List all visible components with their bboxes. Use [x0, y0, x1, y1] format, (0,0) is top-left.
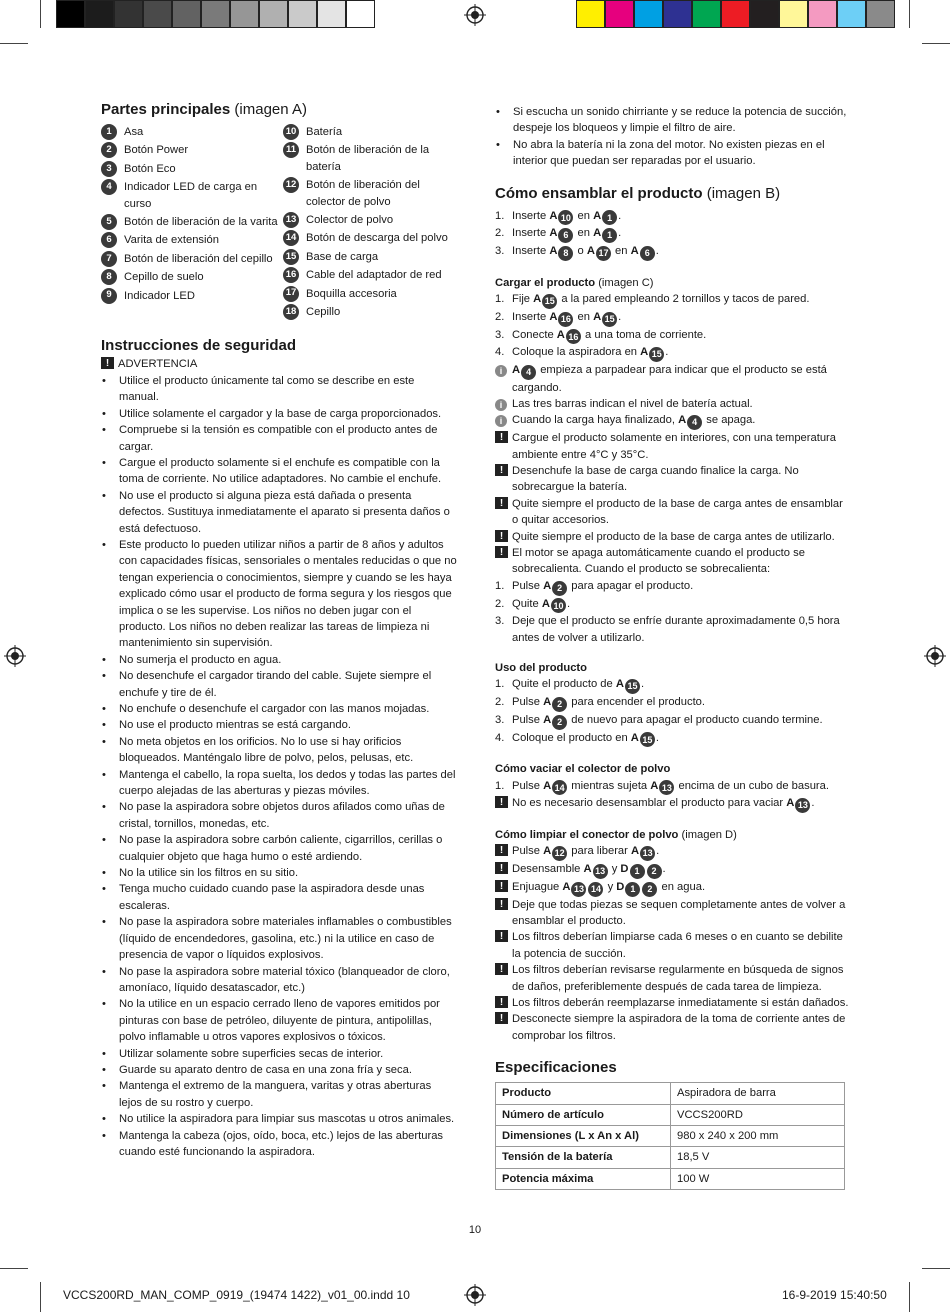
bullet-item: • No enchufe o desenchufe el cargador con las manos mojadas. — [101, 701, 457, 717]
part-item — [283, 304, 457, 320]
bullet-item: • Mantenga la cabeza (ojos, oído, boca, etc.) lejos de las aberturas cuando esté funcionando la aspiradora. — [101, 1128, 457, 1161]
part-ref-badge: 6 — [640, 246, 655, 261]
parts-column-2 — [283, 124, 457, 322]
warning-icon — [495, 963, 508, 975]
part-label: Botón de liberación de la varita — [124, 216, 278, 229]
instruction-line: 1. Pulse A 14 mientras sujeta A 13 encima de un cubo de basura. — [495, 778, 850, 796]
instruction-line: 1. Inserte A 10 en A 1 . — [495, 208, 850, 226]
bullet-item: • Utilice el producto únicamente tal como se describe en este manual. — [101, 373, 457, 406]
instruction-line — [495, 463, 850, 496]
instruction-text: Las tres barras indican el nivel de batería actual. — [512, 398, 753, 411]
part-item — [101, 232, 283, 248]
crop-mark — [922, 1268, 950, 1269]
instruction-text: Coloque la aspiradora en A 15 . — [512, 344, 668, 362]
process-color-bar — [576, 0, 895, 30]
instruction-line: 2. Quite A 10 . — [495, 596, 850, 614]
page-number: 10 — [468, 1224, 482, 1236]
part-number-badge: 14 — [283, 230, 299, 246]
instruction-line: 1. Fije A 15 a la pared empleando 2 tornillos y tacos de pared. — [495, 291, 850, 309]
instruction-line: 1. Pulse A 2 para apagar el producto. — [495, 578, 850, 596]
instruction-text: Coloque el producto en A 15 . — [512, 730, 659, 748]
color-swatch — [692, 0, 721, 28]
bullet-item: • No desenchufe el cargador tirando del cable. Sujete siempre el enchufe y tire de él. — [101, 668, 457, 701]
clean-heading: Cómo limpiar el conector de polvo (imagen D) — [495, 829, 737, 842]
part-ref-badge: 6 — [558, 228, 573, 243]
instruction-text: Quite A 10 . — [512, 596, 570, 614]
instruction-text: Inserte A 16 en A 15 . — [512, 309, 621, 327]
warning-icon — [495, 930, 508, 942]
part-number-badge: 9 — [101, 288, 117, 304]
spec-value: 980 x 240 x 200 mm — [671, 1126, 845, 1147]
part-ref-badge: 15 — [640, 732, 655, 747]
part-ref-badge: 13 — [659, 780, 674, 795]
bullet-item: • Compruebe si la tensión es compatible con el producto antes de cargar. — [101, 422, 457, 455]
color-swatch — [230, 0, 259, 28]
part-ref-badge: 17 — [596, 246, 611, 261]
part-number-badge: 5 — [101, 214, 117, 230]
instruction-text: Deje que el producto se enfríe durante aproximadamente 0,5 hora antes de volver a utilizarlo. — [512, 615, 840, 644]
part-ref-badge: 12 — [552, 846, 567, 861]
crop-mark — [40, 1282, 41, 1312]
instruction-line: 3. Deje que el producto se enfríe durante aproximadamente 0,5 hora antes de volver a utilizarlo. — [495, 613, 850, 646]
instruction-text: Inserte A 6 en A 1 . — [512, 225, 621, 243]
bullet-item: • Cargue el producto solamente si el enchufe es compatible con la toma de corriente. No utilice adaptadores. No cambie el enchufe. — [101, 455, 457, 488]
instruction-text: Los filtros deberían limpiarse cada 6 meses o en cuanto se debilite la potencia de succión. — [512, 931, 843, 960]
part-item — [283, 177, 457, 210]
part-ref-badge: 16 — [566, 329, 581, 344]
part-item — [101, 288, 283, 304]
safety-heading: Instrucciones de seguridad — [101, 337, 297, 355]
part-item — [101, 161, 283, 177]
instruction-text: Desensamble A 13 y D 1 2 . — [512, 861, 666, 879]
bullet-item: • No meta objetos en los orificios. No lo use si hay orificios bloqueados. Manténgalo libre de polvo, pelos, pelusas, etc. — [101, 734, 457, 767]
part-ref-badge: 2 — [647, 864, 662, 879]
instruction-line: 3. Pulse A 2 de nuevo para apagar el producto cuando termine. — [495, 712, 850, 730]
instruction-text: Desconecte siempre la aspiradora de la toma de corriente antes de comprobar los filtros. — [512, 1013, 846, 1042]
assemble-steps — [495, 208, 850, 261]
instruction-line — [495, 1011, 850, 1044]
part-ref-badge: 16 — [558, 312, 573, 327]
instruction-line — [495, 430, 850, 463]
bullet-item: • No pase la aspiradora sobre objetos duros afilados como uñas de cristal, tornillos, monedas, etc. — [101, 799, 457, 832]
info-icon: i — [495, 415, 507, 427]
registration-mark-icon — [924, 645, 946, 667]
color-swatch — [259, 0, 288, 28]
instruction-line: 1. Quite el producto de A 15 . — [495, 676, 850, 694]
color-swatch — [837, 0, 866, 28]
part-label: Boquilla accesoria — [305, 287, 397, 300]
spec-key: Tensión de la batería — [496, 1147, 671, 1168]
bullet-item: • No abra la batería ni la zona del motor. No existen piezas en el interior que puedan ser reparadas por el usuario. — [495, 137, 850, 170]
instruction-text: Cargue el producto solamente en interiores, con una temperatura ambiente entre 4°C y 35°C. — [512, 432, 837, 461]
spec-value: 100 W — [671, 1168, 845, 1189]
instruction-line: 3. Conecte A 16 a una toma de corriente. — [495, 327, 850, 345]
registration-mark-icon — [464, 4, 486, 26]
color-swatch — [201, 0, 230, 28]
warning-icon — [101, 357, 114, 369]
instruction-text: Conecte A 16 a una toma de corriente. — [512, 327, 706, 345]
instruction-line — [495, 929, 850, 962]
warning-icon — [495, 862, 508, 874]
warning-icon — [495, 431, 508, 443]
bullet-item: • No pase la aspiradora sobre material tóxico (blanqueador de cloro, amoníaco, líquido desatascador, etc.) — [101, 964, 457, 997]
part-label: Botón de liberación de la batería — [305, 144, 430, 173]
part-label: Batería — [305, 126, 343, 138]
part-ref-badge: 15 — [649, 347, 664, 362]
instruction-line — [495, 396, 850, 412]
part-ref-badge: 13 — [795, 798, 810, 813]
color-swatch — [346, 0, 375, 28]
color-swatch — [576, 0, 605, 28]
safety-list-continued — [495, 104, 850, 170]
part-item — [283, 286, 457, 302]
instruction-line — [495, 843, 850, 861]
part-ref-badge: 4 — [521, 365, 536, 380]
instruction-line: 2. Inserte A 6 en A 1 . — [495, 225, 850, 243]
warning-icon — [495, 796, 508, 808]
safety-list — [101, 373, 457, 1161]
instruction-text: Inserte A 10 en A 1 . — [512, 208, 621, 226]
part-label: Colector de polvo — [305, 214, 394, 227]
warning-icon — [495, 996, 508, 1008]
bullet-item: • Tenga mucho cuidado cuando pase la aspiradora desde unas escaleras. — [101, 881, 457, 914]
warning-icon — [495, 546, 508, 558]
part-number-badge: 3 — [101, 161, 117, 177]
part-number-badge: 13 — [283, 212, 299, 228]
part-ref-badge: 1 — [602, 228, 617, 243]
part-ref-badge: 15 — [602, 312, 617, 327]
left-column — [101, 100, 457, 1160]
spec-row — [496, 1168, 845, 1189]
instruction-text: Quite siempre el producto de la base de carga antes de ensamblar o quitar accesorios. — [512, 497, 843, 527]
part-ref-badge: 1 — [630, 864, 645, 879]
bullet-item: • No pase la aspiradora sobre materiales inflamables o combustibles (líquido de encendedores, gasolina, etc.) ni la utilice en caso de presencia de vapor o líquidos explosivos. — [101, 914, 457, 963]
part-ref-badge: 14 — [552, 780, 567, 795]
part-number-badge: 11 — [283, 142, 299, 158]
part-item — [101, 142, 283, 158]
instruction-text: Cuando la carga haya finalizado, A 4 se apaga. — [512, 412, 755, 430]
part-ref-badge: 14 — [588, 882, 603, 897]
specs-table — [495, 1082, 845, 1190]
specs-heading: Especificaciones — [495, 1059, 617, 1077]
charge-steps — [495, 291, 850, 646]
assemble-heading: Cómo ensamblar el producto (imagen B) — [495, 184, 781, 202]
instruction-line — [495, 861, 850, 879]
parts-list — [101, 124, 457, 322]
bullet-item: • Utilizar solamente sobre superficies secas de interior. — [101, 1046, 457, 1062]
instruction-text: Pulse A 2 de nuevo para apagar el producto cuando termine. — [512, 712, 823, 730]
part-number-badge: 8 — [101, 269, 117, 285]
instruction-line — [495, 545, 850, 578]
grayscale-color-bar — [56, 0, 375, 30]
footer-date: 16-9-2019 15:40:50 — [782, 1288, 887, 1302]
part-item — [283, 142, 457, 175]
warning-label: ! ADVERTENCIA — [101, 356, 457, 372]
spec-row — [496, 1147, 845, 1168]
bullet-item: • No utilice la aspiradora para limpiar sus mascotas u otros animales. — [101, 1111, 457, 1127]
instruction-text: Los filtros deberán reemplazarse inmediatamente si están dañados. — [512, 997, 849, 1010]
instruction-line: 4. Coloque el producto en A 15 . — [495, 730, 850, 748]
part-item — [283, 249, 457, 265]
spec-key: Número de artículo — [496, 1104, 671, 1125]
bullet-item: • Mantenga el extremo de la manguera, varitas y otras aberturas lejos de su rostro y cuerpo. — [101, 1078, 457, 1111]
bullet-item: • No la utilice sin los filtros en su sitio. — [101, 865, 457, 881]
part-ref-badge: 13 — [593, 864, 608, 879]
instruction-line — [495, 362, 850, 396]
instruction-text: Quite siempre el producto de la base de carga antes de utilizarlo. — [512, 530, 835, 543]
spec-key: Dimensiones (L x An x Al) — [496, 1126, 671, 1147]
part-number-badge: 16 — [283, 267, 299, 283]
warning-icon — [495, 1012, 508, 1024]
color-swatch — [634, 0, 663, 28]
warning-icon — [495, 844, 508, 856]
part-ref-badge: 2 — [552, 715, 567, 730]
instruction-text: Pulse A 14 mientras sujeta A 13 encima de un cubo de basura. — [512, 778, 829, 796]
part-ref-badge: 15 — [542, 294, 557, 309]
bullet-item: • No la utilice en un espacio cerrado lleno de vapores emitidos por pinturas con base de petróleo, diluyente de pintura, antipolillas, polvo inflamable u otros vapores explosivos o tóxicos. — [101, 996, 457, 1045]
part-label: Botón de descarga del polvo — [305, 232, 448, 245]
instruction-text: Quite el producto de A 15 . — [512, 676, 644, 694]
part-ref-badge: 4 — [687, 415, 702, 430]
part-ref-badge: 1 — [602, 210, 617, 225]
part-item — [283, 212, 457, 228]
empty-heading: Cómo vaciar el colector de polvo — [495, 763, 671, 776]
color-swatch — [317, 0, 346, 28]
empty-steps — [495, 778, 850, 813]
bullet-item: • Utilice solamente el cargador y la base de carga proporcionados. — [101, 406, 457, 422]
parts-column-1 — [101, 124, 283, 322]
part-label: Indicador LED de carga en curso — [124, 181, 258, 210]
use-steps — [495, 676, 850, 747]
instruction-text: Pulse A 2 para encender el producto. — [512, 694, 705, 712]
bullet-item: • No sumerja el producto en agua. — [101, 652, 457, 668]
warning-icon — [495, 898, 508, 910]
part-ref-badge: 1 — [625, 882, 640, 897]
spec-value: 18,5 V — [671, 1147, 845, 1168]
part-label: Asa — [124, 126, 144, 138]
color-swatch — [56, 0, 85, 28]
warning-icon — [495, 464, 508, 476]
color-swatch — [85, 0, 114, 28]
warning-icon — [495, 530, 508, 542]
bullet-item: • Mantenga el cabello, la ropa suelta, los dedos y todas las partes del cuerpo alejadas de las aberturas y piezas móviles. — [101, 767, 457, 800]
part-label: Cepillo — [305, 306, 341, 319]
color-swatch — [721, 0, 750, 28]
instruction-text: Pulse A 2 para apagar el producto. — [512, 578, 693, 596]
part-number-badge: 15 — [283, 249, 299, 265]
footer-filename: VCCS200RD_MAN_COMP_0919_(19474 1422)_v01_00.indd 10 — [63, 1288, 410, 1302]
instruction-line: 4. Coloque la aspiradora en A 15 . — [495, 344, 850, 362]
bullet-item: • Guarde su aparato dentro de casa en una zona fría y seca. — [101, 1062, 457, 1078]
bullet-item: • No use el producto si alguna pieza está dañada o presenta defectos. Sustituya inmediatamente el aparato si presenta daños o está defectuoso. — [101, 488, 457, 537]
instruction-line — [495, 995, 850, 1011]
registration-mark-icon — [4, 645, 26, 667]
registration-mark-icon — [464, 1284, 486, 1306]
part-number-badge: 1 — [101, 124, 117, 140]
spec-key: Producto — [496, 1083, 671, 1104]
spec-value: VCCS200RD — [671, 1104, 845, 1125]
instruction-line — [495, 962, 850, 995]
crop-mark — [922, 43, 950, 44]
instruction-line — [495, 412, 850, 430]
instruction-line — [495, 879, 850, 897]
part-label: Indicador LED — [124, 289, 195, 302]
spec-value: Aspiradora de barra — [671, 1083, 845, 1104]
bullet-item: • No use el producto mientras se está cargando. — [101, 717, 457, 733]
instruction-text: El motor se apaga automáticamente cuando el producto se sobrecalienta. Cuando el producto se sobrecalienta: — [512, 547, 805, 576]
color-swatch — [143, 0, 172, 28]
part-label: Botón de liberación del cepillo — [124, 252, 273, 265]
warning-icon — [495, 880, 508, 892]
instruction-line — [495, 496, 850, 529]
part-item — [101, 269, 283, 285]
instruction-text: Fije A 15 a la pared empleando 2 tornillos y tacos de pared. — [512, 291, 810, 309]
color-swatch — [288, 0, 317, 28]
color-swatch — [779, 0, 808, 28]
instruction-line: 2. Inserte A 16 en A 15 . — [495, 309, 850, 327]
part-item — [283, 124, 457, 140]
spec-row — [496, 1083, 845, 1104]
instruction-line — [495, 897, 850, 930]
spec-row — [496, 1126, 845, 1147]
spec-key: Potencia máxima — [496, 1168, 671, 1189]
part-ref-badge: 13 — [640, 846, 655, 861]
instruction-text: Los filtros deberían revisarse regularmente en búsqueda de signos de daños, preferiblemente después de cada tarea de limpieza. — [512, 964, 844, 993]
instruction-text: Desenchufe la base de carga cuando finalice la carga. No sobrecargue la batería. — [512, 464, 799, 494]
color-swatch — [750, 0, 779, 28]
part-label: Base de carga — [305, 250, 379, 263]
color-swatch — [663, 0, 692, 28]
part-number-badge: 7 — [101, 251, 117, 267]
part-item — [101, 251, 283, 267]
spec-row — [496, 1104, 845, 1125]
color-swatch — [172, 0, 201, 28]
crop-mark — [0, 1268, 28, 1269]
instruction-line — [495, 529, 850, 545]
crop-mark — [0, 43, 28, 44]
part-number-badge: 17 — [283, 286, 299, 302]
part-label: Botón Power — [124, 144, 189, 157]
instruction-text: No es necesario desensamblar el producto para vaciar A 13 . — [512, 795, 814, 813]
crop-mark — [40, 0, 41, 28]
instruction-line — [495, 795, 850, 813]
part-item — [101, 124, 283, 140]
part-label: Botón de liberación del colector de polvo — [305, 179, 420, 208]
color-swatch — [114, 0, 143, 28]
color-swatch — [605, 0, 634, 28]
part-ref-badge: 8 — [558, 246, 573, 261]
crop-mark — [909, 0, 910, 28]
part-number-badge: 18 — [283, 304, 299, 320]
part-label: Varita de extensión — [124, 234, 219, 247]
part-number-badge: 4 — [101, 179, 117, 195]
part-item — [101, 214, 283, 230]
part-number-badge: 6 — [101, 232, 117, 248]
info-icon: i — [495, 365, 507, 377]
part-item — [283, 267, 457, 283]
crop-mark — [909, 1282, 910, 1312]
info-icon: i — [495, 399, 507, 411]
bullet-item: • Si escucha un sonido chirriante y se reduce la potencia de succión, despeje los bloqueos y limpie el filtro de aire. — [495, 104, 850, 137]
instruction-line: 3. Inserte A 8 o A 17 en A 6 . — [495, 243, 850, 261]
part-label: Cable del adaptador de red — [305, 269, 442, 282]
warning-icon — [495, 497, 508, 509]
part-ref-badge: 2 — [552, 581, 567, 596]
bullet-item: • No pase la aspiradora sobre carbón caliente, cigarrillos, cerillas o cualquier objeto que haga humo o esté ardiendo. — [101, 832, 457, 865]
part-ref-badge: 13 — [571, 882, 586, 897]
use-heading: Uso del producto — [495, 662, 587, 675]
instruction-text: Deje que todas piezas se sequen completamente antes de volver a ensamblar el producto. — [512, 898, 846, 927]
part-number-badge: 10 — [283, 124, 299, 140]
part-number-badge: 12 — [283, 177, 299, 193]
part-item — [101, 179, 283, 212]
instruction-text: Enjuague A 13 14 y D 1 2 en agua. — [512, 879, 705, 897]
part-ref-badge: 10 — [551, 598, 566, 613]
part-ref-badge: 15 — [625, 679, 640, 694]
part-label: Botón Eco — [124, 162, 176, 175]
instruction-text: Inserte A 8 o A 17 en A 6 . — [512, 243, 659, 261]
bullet-item: • Este producto lo pueden utilizar niños a partir de 8 años y adultos con capacidades físicas, sensoriales o mentales reducidas o que no tengan experiencia o conocimientos, siempre y cuando se les haya explicado cómo usar el producto de forma segura y los riesgos que implica o se les supervise. Los niños no deben jugar con el producto. Los niños no deben realizar las tareas de limpieza ni mantenimiento sin supervisión. — [101, 537, 457, 652]
instruction-text: Pulse A 12 para liberar A 13 . — [512, 843, 659, 861]
color-swatch — [866, 0, 895, 28]
instruction-line: 2. Pulse A 2 para encender el producto. — [495, 694, 850, 712]
color-swatch — [808, 0, 837, 28]
charge-heading: Cargar el producto (imagen C) — [495, 276, 654, 289]
part-item — [283, 230, 457, 246]
part-ref-badge: 10 — [558, 210, 573, 225]
part-label: Cepillo de suelo — [124, 271, 204, 284]
part-ref-badge: 2 — [552, 697, 567, 712]
clean-steps — [495, 843, 850, 1044]
parts-heading: Partes principales (imagen A) — [101, 101, 307, 118]
part-ref-badge: 2 — [642, 882, 657, 897]
instruction-text: A 4 empieza a parpadear para indicar que el producto se está cargando. — [512, 363, 827, 394]
part-number-badge: 2 — [101, 142, 117, 158]
right-column — [495, 104, 850, 1190]
